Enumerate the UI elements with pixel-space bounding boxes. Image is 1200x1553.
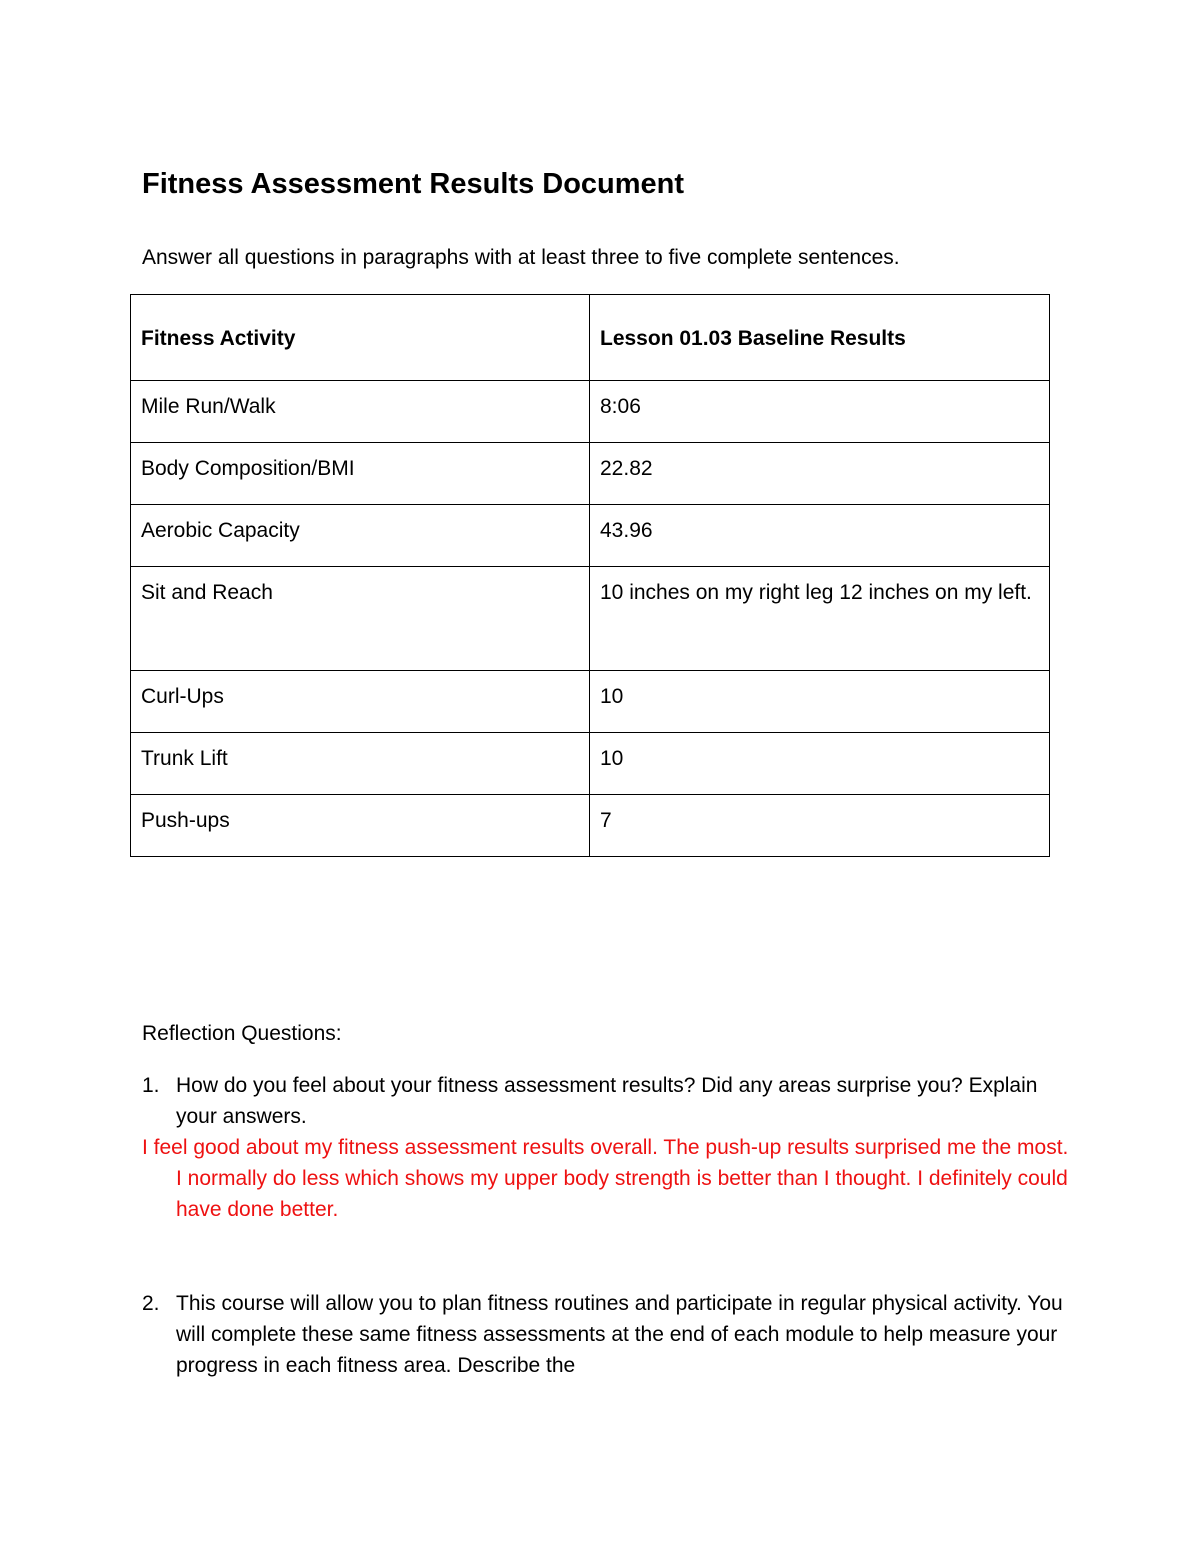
table-row <box>131 795 1050 857</box>
reflection-heading: Reflection Questions: <box>142 1022 342 1045</box>
activity-cell: Sit and Reach <box>131 567 590 671</box>
result-cell: 10 <box>590 733 1050 795</box>
table-header-row <box>131 295 1050 381</box>
table-row <box>131 381 1050 443</box>
result-cell: 43.96 <box>590 505 1050 567</box>
table-row <box>131 733 1050 795</box>
result-cell: 10 inches on my right leg 12 inches on my left. <box>590 567 1050 671</box>
question-number: 1. <box>142 1074 160 1097</box>
activity-cell: Body Composition/BMI <box>131 443 590 505</box>
result-cell: 22.82 <box>590 443 1050 505</box>
table-row <box>131 505 1050 567</box>
answer-1: I feel good about my fitness assessment results overall. The push-up results surprised me the most. I normally do less which shows my upper body strength is better than I thought. I definitely could have done better. <box>142 1136 1069 1221</box>
activity-cell: Mile Run/Walk <box>131 381 590 443</box>
document-title: Fitness Assessment Results Document <box>142 168 685 200</box>
instructions-text: Answer all questions in paragraphs with at least three to five complete sentences. <box>142 246 900 269</box>
question-1 <box>142 1070 1072 1132</box>
activity-cell: Push-ups <box>131 795 590 857</box>
result-cell: 10 <box>590 671 1050 733</box>
result-cell: 7 <box>590 795 1050 857</box>
question-2 <box>142 1288 1072 1381</box>
fitness-results-table <box>130 294 1050 857</box>
question-number: 2. <box>142 1292 160 1315</box>
question-text: How do you feel about your fitness assessment results? Did any areas surprise you? Explain your answers. <box>176 1074 1038 1128</box>
question-text: This course will allow you to plan fitness routines and participate in regular physical activity. You will complete these same fitness assessments at the end of each module to help measure your progress in each fitness area. Describe the <box>176 1292 1063 1377</box>
activity-cell: Aerobic Capacity <box>131 505 590 567</box>
header-baseline-results: Lesson 01.03 Baseline Results <box>590 295 1050 381</box>
activity-cell: Curl-Ups <box>131 671 590 733</box>
header-fitness-activity: Fitness Activity <box>131 295 590 381</box>
table-row <box>131 443 1050 505</box>
table-row <box>131 671 1050 733</box>
table-row <box>131 567 1050 671</box>
activity-cell: Trunk Lift <box>131 733 590 795</box>
result-cell: 8:06 <box>590 381 1050 443</box>
